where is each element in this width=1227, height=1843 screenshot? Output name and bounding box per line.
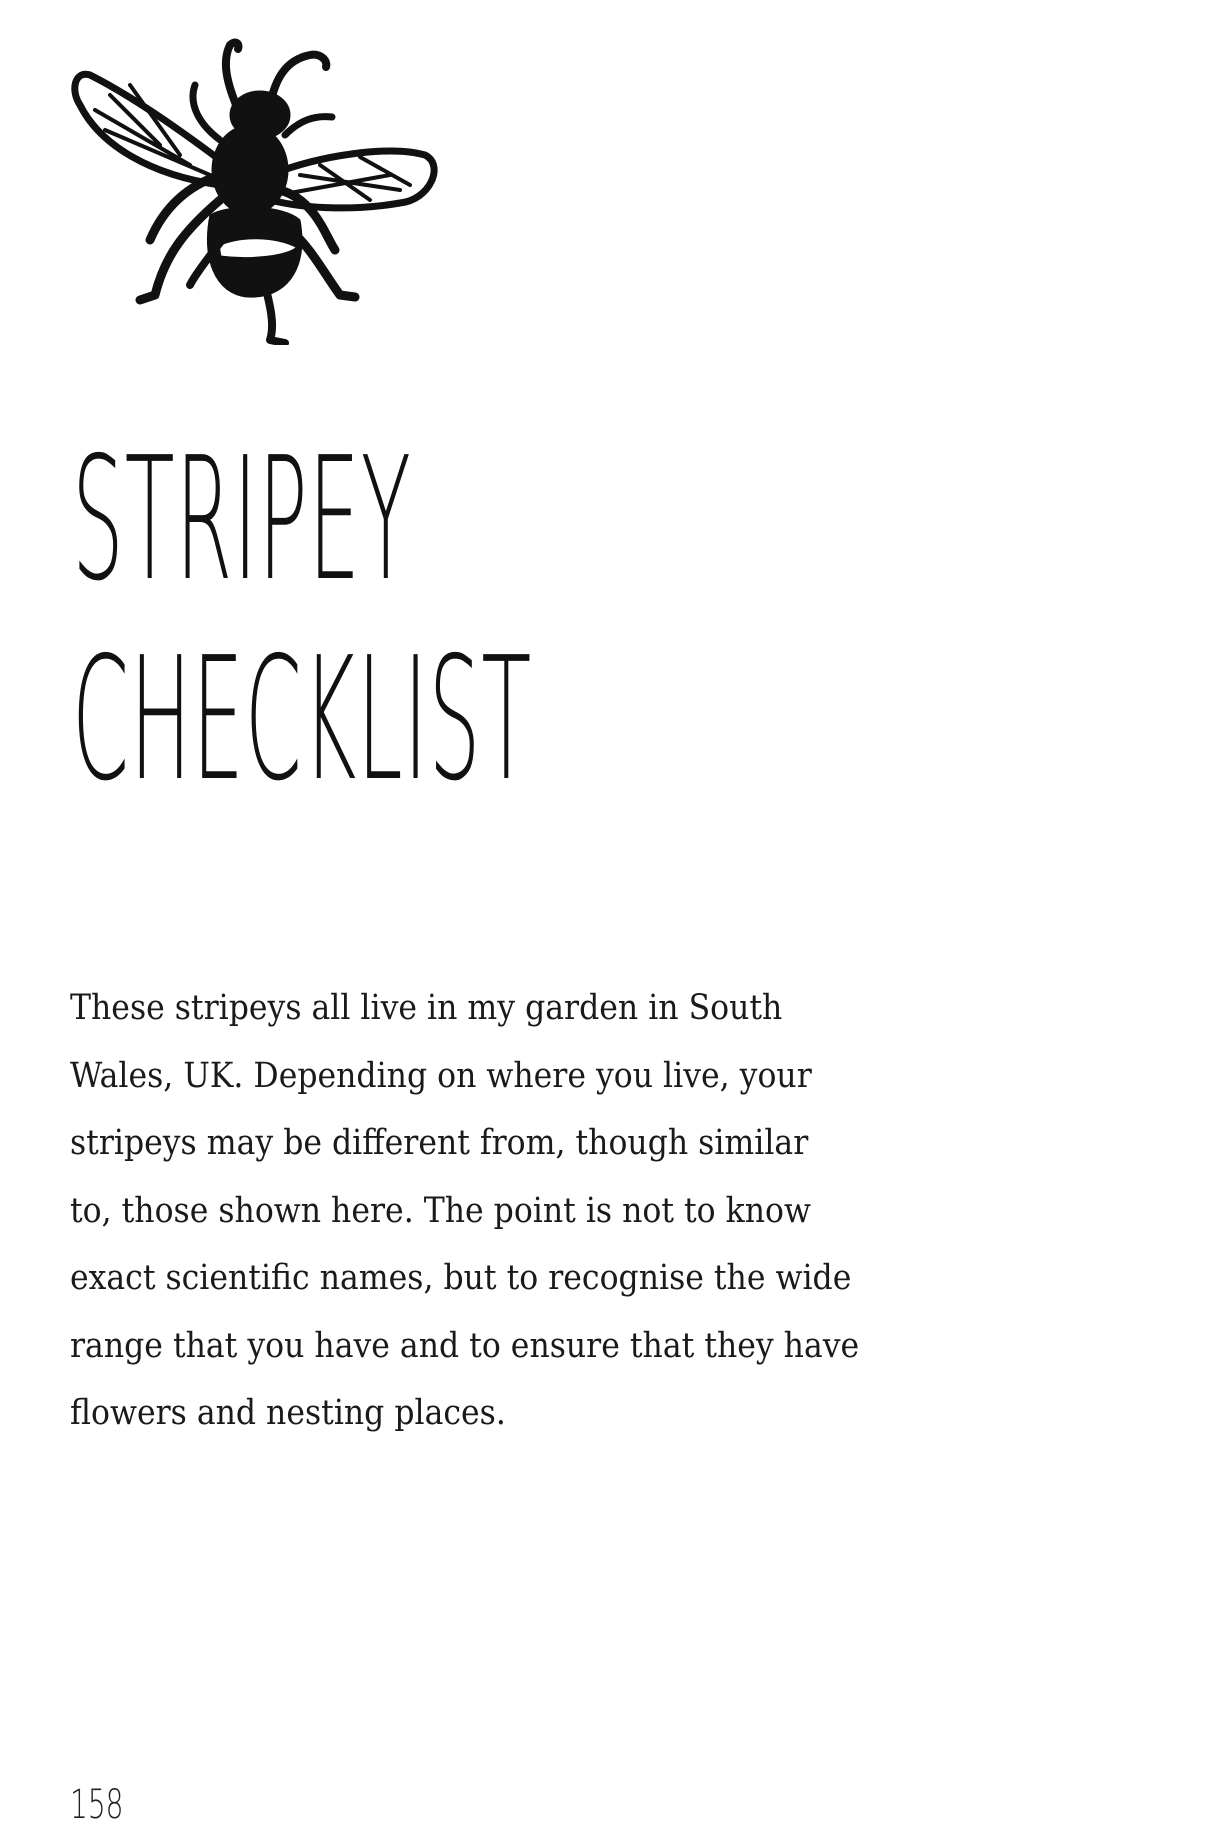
body-paragraph — [70, 975, 860, 1448]
page-number: 158 — [70, 1782, 124, 1828]
title-line-1: STRIPEY — [72, 421, 412, 619]
body-line: range that you have and to ensure that they have — [70, 1325, 860, 1366]
bee-icon — [70, 35, 440, 345]
body-line: These stripeys all live in my garden in South — [70, 988, 783, 1028]
body-line: exact scientific names, but to recognise the wide — [70, 1258, 852, 1298]
body-line: stripeys may be different from, though similar — [70, 1123, 809, 1163]
title-line-2: CHECKLIST — [72, 621, 533, 819]
page-title — [72, 420, 532, 820]
body-line: Wales, UK. Depending on where you live, your — [70, 1055, 812, 1096]
body-line: flowers and nesting places. — [70, 1393, 506, 1433]
body-line: to, those shown here. The point is not to know — [70, 1190, 811, 1231]
